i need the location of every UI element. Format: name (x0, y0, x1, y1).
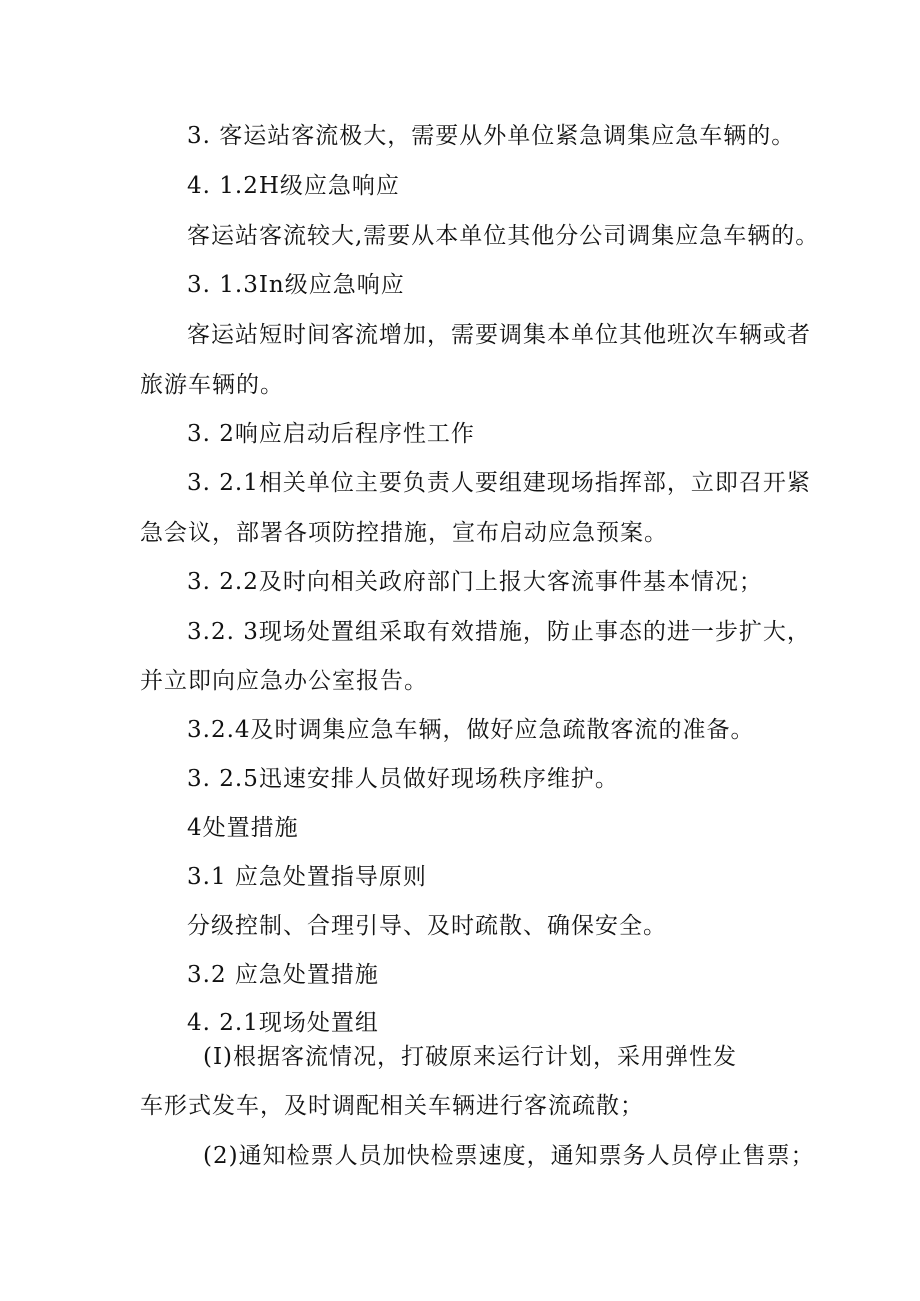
section-heading: 3.1 应急处置指导原则 (187, 864, 427, 890)
list-item: (I)根据客流情况，打破原来运行计划，采用弹性发 (203, 1044, 738, 1070)
section-heading: 3. 2响应启动后程序性工作 (187, 421, 475, 447)
paragraph-line: 客运站客流较大,需要从本单位其他分公司调集应急车辆的。 (187, 223, 820, 249)
section-heading: 4. 2.1现场处置组 (187, 1010, 379, 1036)
paragraph-line: 3. 2.2及时向相关政府部门上报大客流事件基本情况； (187, 569, 763, 595)
paragraph-line: 3. 2.1相关单位主要负责人要组建现场指挥部，立即召开紧 (187, 470, 811, 496)
paragraph-line: 车形式发车，及时调配相关车辆进行客流疏散； (140, 1093, 644, 1119)
paragraph-line: 旅游车辆的。 (140, 372, 284, 398)
section-heading: 4处置措施 (187, 815, 299, 841)
paragraph-line: 3. 2.5迅速安排人员做好现场秩序维护。 (187, 766, 619, 792)
paragraph-line: 并立即向应急办公室报告。 (140, 668, 428, 694)
section-heading: 3.2 应急处置措施 (187, 962, 379, 988)
paragraph-line: 3.2. 3现场处置组采取有效措施，防止事态的进一步扩大， (187, 619, 811, 645)
section-heading: 3. 1.3In级应急响应 (187, 272, 405, 298)
paragraph-line: 3. 客运站客流极大，需要从外单位紧急调集应急车辆的。 (187, 123, 796, 149)
paragraph-line: 3.2.4及时调集应急车辆，做好应急疏散客流的准备。 (187, 717, 755, 743)
section-heading: 4. 1.2H级应急响应 (187, 173, 400, 199)
paragraph-line: 客运站短时间客流增加，需要调集本单位其他班次车辆或者 (187, 322, 811, 348)
list-item: (2)通知检票人员加快检票速度，通知票务人员停止售票； (203, 1143, 815, 1169)
paragraph-line: 分级控制、合理引导、及时疏散、确保安全。 (187, 913, 667, 939)
paragraph-line: 急会议，部署各项防控措施，宣布启动应急预案。 (140, 520, 668, 546)
